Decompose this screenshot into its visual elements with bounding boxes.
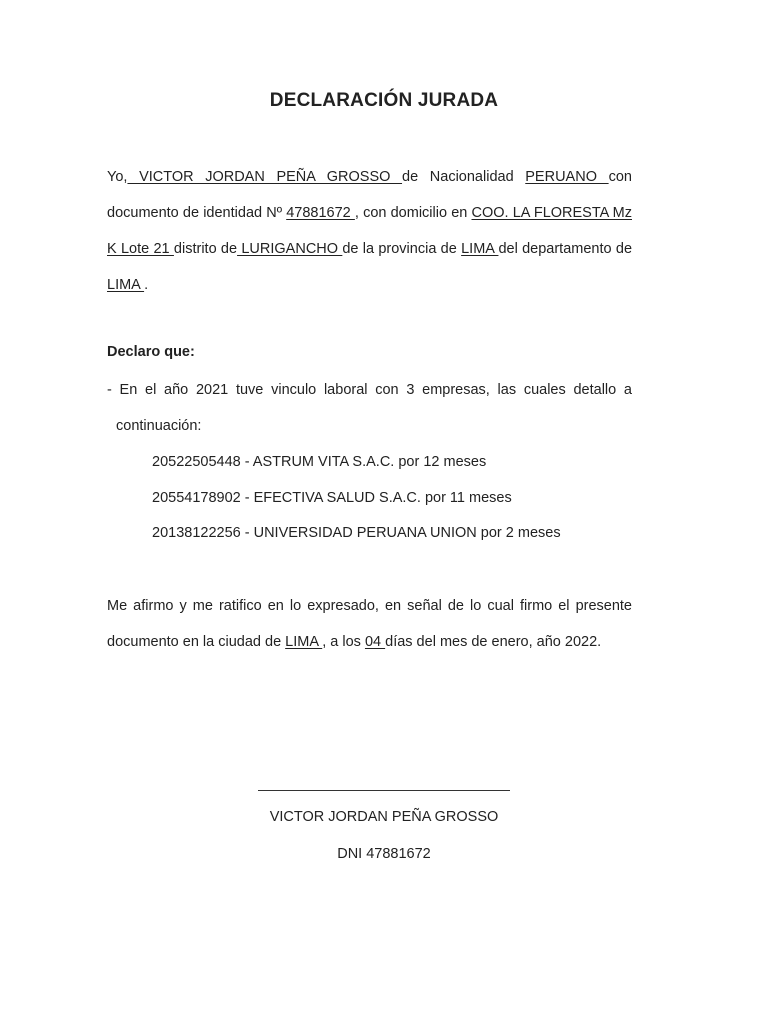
intro-line-2: continuación: [116,418,202,434]
address-value: COO. LA FLORESTA Mz K Lote 21 [107,205,632,257]
text-yo: Yo, [107,169,128,185]
day-value: 04 [364,634,386,650]
text-period: . [144,277,149,293]
department-value: LIMA [107,277,145,293]
list-item: 20554178902 - EFECTIVA SALUD S.A.C. por 11 meses [152,489,512,506]
text-day-label: , a los [322,634,365,650]
document-title: DECLARACIÓN JURADA [269,90,499,111]
employer-list [152,445,561,552]
closing-paragraph [107,588,632,660]
declarant-paragraph [107,159,632,303]
text-id-label: con documento de identidad Nº [107,169,632,221]
id-number: 47881672 [286,205,355,221]
text-department-label: del departamento de [498,241,633,257]
closing-line-1: Me afirmo y me ratifico en lo expresado, en señal de lo cual firmo el presente [107,598,632,614]
text-province-label: de la provincia de [342,241,462,257]
declaration-heading: Declaro que: [107,344,195,360]
signature-dni: DNI 47881672 [337,846,431,862]
district-value: LURIGANCHO [237,241,343,257]
text-district-label: distrito de [173,241,238,257]
text-city-label: documento en la ciudad de [107,634,286,650]
province-value: LIMA [461,241,499,257]
intro-line-1: - En el año 2021 tuve vinculo laboral con 3 empresas, las cuales detallo a [107,382,632,398]
city-value: LIMA [285,634,323,650]
signature-name: VICTOR JORDAN PEÑA GROSSO [269,809,499,825]
text-address-label: , con domicilio en [354,205,472,221]
nationality-value: PERUANO [525,169,609,185]
intro-paragraph [107,372,632,444]
list-item: 20138122256 - UNIVERSIDAD PERUANA UNION por 2 meses [152,525,561,541]
text-date-rest: días del mes de enero, año 2022. [385,634,602,650]
declarant-name: VICTOR JORDAN PEÑA GROSSO [127,169,403,185]
list-item: 20522505448 - ASTRUM VITA S.A.C. por 12 meses [152,454,487,470]
signature-line [258,790,510,791]
text-nationality-label: de Nacionalidad [402,169,526,185]
